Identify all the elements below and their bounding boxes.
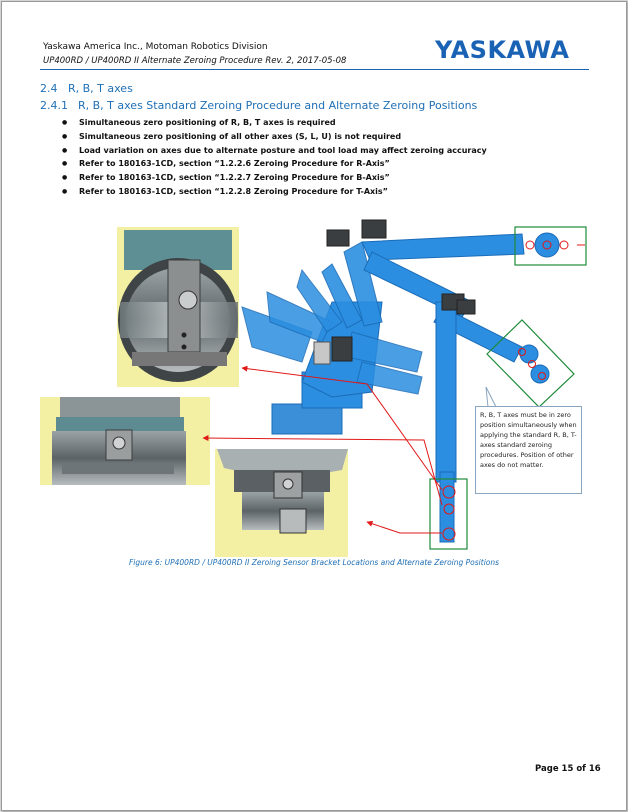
photo-b-axis-bracket	[40, 397, 210, 485]
note-pointer	[486, 387, 496, 407]
header-document-title: UP400RD / UP400RD II Alternate Zeroing Procedure Rev. 2, 2017-05-08	[43, 56, 347, 66]
zero-position-highlight-diagonal	[487, 320, 574, 407]
list-item: ● Simultaneous zero positioning of R, B, T axes is required	[62, 116, 487, 130]
zero-position-highlight-top	[515, 227, 586, 265]
photo-t-axis-bracket	[215, 449, 348, 557]
page-number: Page 15 of 16	[535, 764, 601, 774]
zeroing-note: R, B, T axes must be in zero position simultaneously when applying the standard R, B, T-axes standard zeroing procedures. Position of other axes do not matter.	[475, 406, 582, 494]
list-item: ● Simultaneous zero positioning of all other axes (S, L, U) is not required	[62, 130, 487, 144]
subsection-title: R, B, T axes Standard Zeroing Procedure and Alternate Zeroing Positions	[78, 99, 478, 112]
photo-r-axis-bracket	[117, 227, 239, 387]
document-page	[1, 1, 627, 811]
subsection-number: 2.4.1	[40, 99, 68, 112]
list-item: ● Refer to 180163-1CD, section “1.2.2.8 Zeroing Procedure for T-Axis”	[62, 185, 487, 199]
list-item: ● Load variation on axes due to alternate posture and tool load may affect zeroing accuracy	[62, 144, 487, 158]
list-item: ● Refer to 180163-1CD, section “1.2.2.6 Zeroing Procedure for R-Axis”	[62, 157, 487, 171]
header-company: Yaskawa America Inc., Motoman Robotics Division	[43, 42, 268, 52]
figure-caption: Figure 6: UP400RD / UP400RD II Zeroing Sensor Bracket Locations and Alternate Zeroing Positions	[128, 558, 500, 567]
section-title: R, B, T axes	[68, 82, 133, 95]
section-number: 2.4	[40, 82, 58, 95]
yaskawa-logo: YASKAWA	[435, 36, 570, 64]
list-item: ● Refer to 180163-1CD, section “1.2.2.7 Zeroing Procedure for B-Axis”	[62, 171, 487, 185]
